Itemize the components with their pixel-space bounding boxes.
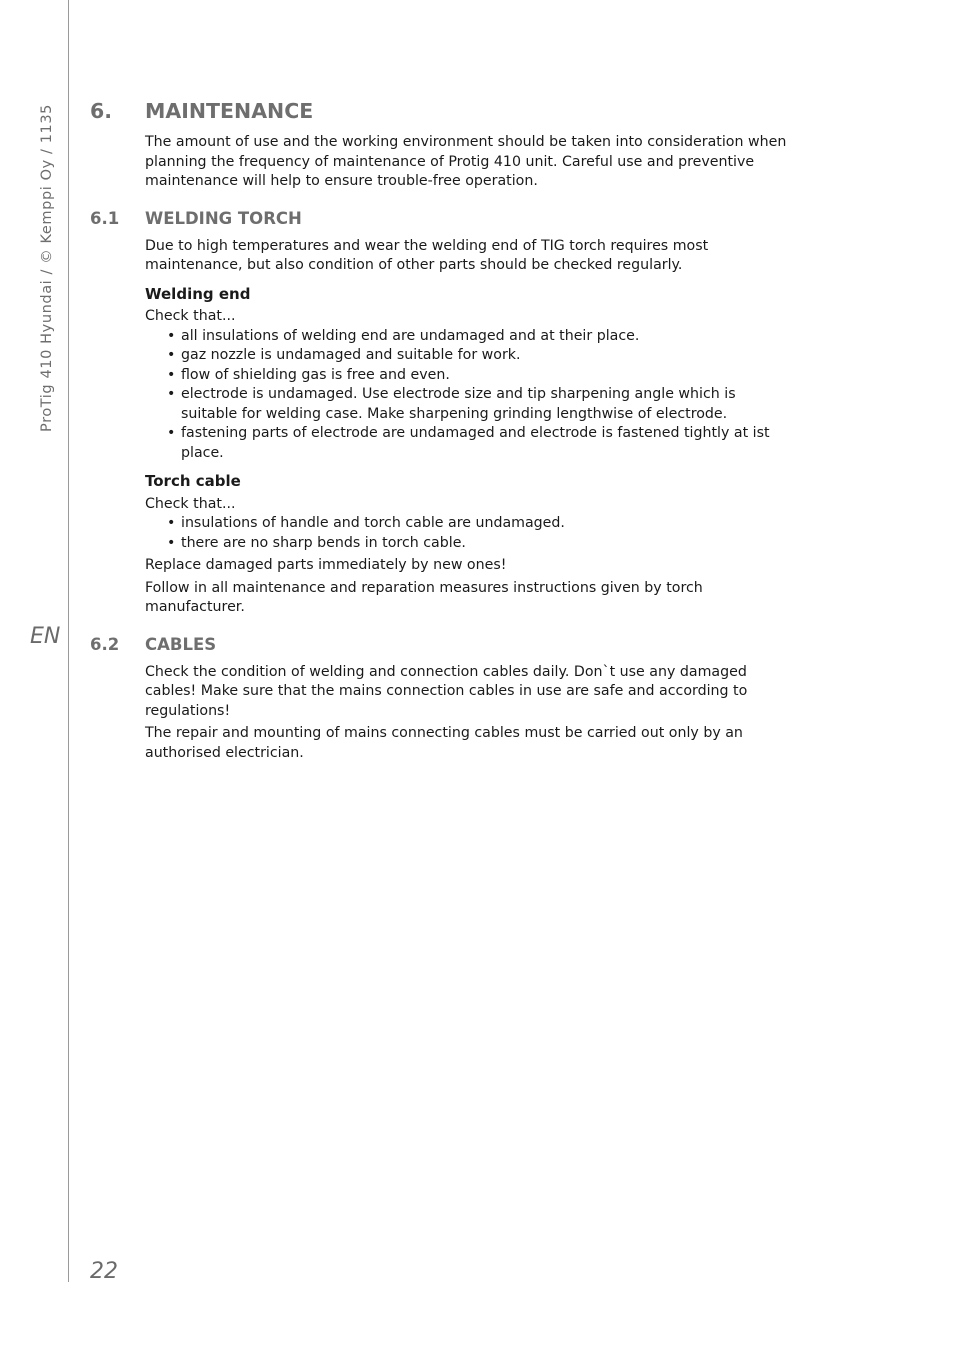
subsection-title: CABLES — [145, 634, 217, 654]
replace-note: Replace damaged parts immediately by new ones! — [145, 557, 507, 573]
list-item: • all insulations of welding end are undamaged and at their place. — [167, 327, 790, 347]
cables-body — [145, 663, 790, 764]
maintenance-intro: The amount of use and the working environment should be taken into consideration when planning the frequency of maintenance of Protig 410 unit. Careful use and preventive maintenance will help to ensure trouble-free operation. — [145, 134, 787, 189]
subsection-title: WELDING TORCH — [145, 208, 302, 228]
cables-check-text: Check the condition of welding and connection cables daily. Don`t use any damaged cables! Make sure that the mains connection cables in use are safe and according to regulations! — [145, 663, 748, 719]
torch-cable-checklist — [145, 514, 790, 553]
subsection-heading-cables — [90, 635, 790, 654]
list-item: • flow of shielding gas is free and even. — [167, 366, 790, 386]
list-item: • gaz nozzle is undamaged and suitable for work. — [167, 346, 790, 366]
welding-end-heading: Welding end — [145, 284, 251, 303]
welding-end-checklist — [145, 327, 790, 464]
maintenance-body — [145, 133, 790, 192]
section-title: MAINTENANCE — [145, 99, 314, 123]
page-number: 22 — [90, 1259, 118, 1284]
page-content — [90, 99, 790, 763]
document-caption: ProTig 410 Hyundai / © Kemppi Oy / 1135 — [39, 103, 55, 433]
list-item: • there are no sharp bends in torch cable. — [167, 534, 790, 554]
section-heading-maintenance — [90, 99, 790, 123]
welding-torch-intro: Due to high temperatures and wear the welding end of TIG torch requires most maintenance, but also condition of other parts should be checked regularly. — [145, 237, 709, 273]
list-item: • fastening parts of electrode are undamaged and electrode is fastened tightly at ist place. — [167, 424, 790, 463]
welding-torch-body — [145, 237, 790, 618]
torch-cable-heading: Torch cable — [145, 472, 241, 490]
subsection-number: 6.2 — [90, 634, 120, 654]
welding-end-lead: Check that... — [145, 308, 236, 324]
list-item: • insulations of handle and torch cable are undamaged. — [167, 514, 790, 534]
subsection-heading-welding-torch — [90, 209, 790, 228]
margin-rule — [68, 0, 69, 1282]
list-item: • electrode is undamaged. Use electrode size and tip sharpening angle which is suitable for welding case. Make sharpening grinding lengthwise of electrode. — [167, 385, 790, 424]
section-number: 6. — [90, 99, 113, 123]
torch-cable-lead: Check that... — [145, 495, 236, 512]
cables-repair-text: The repair and mounting of mains connecting cables must be carried out only by an authorised electrician. — [145, 725, 743, 761]
subsection-number: 6.1 — [90, 208, 120, 228]
language-tag: EN — [30, 624, 61, 649]
follow-note: Follow in all maintenance and reparation measures instructions given by torch manufacturer. — [145, 579, 703, 615]
